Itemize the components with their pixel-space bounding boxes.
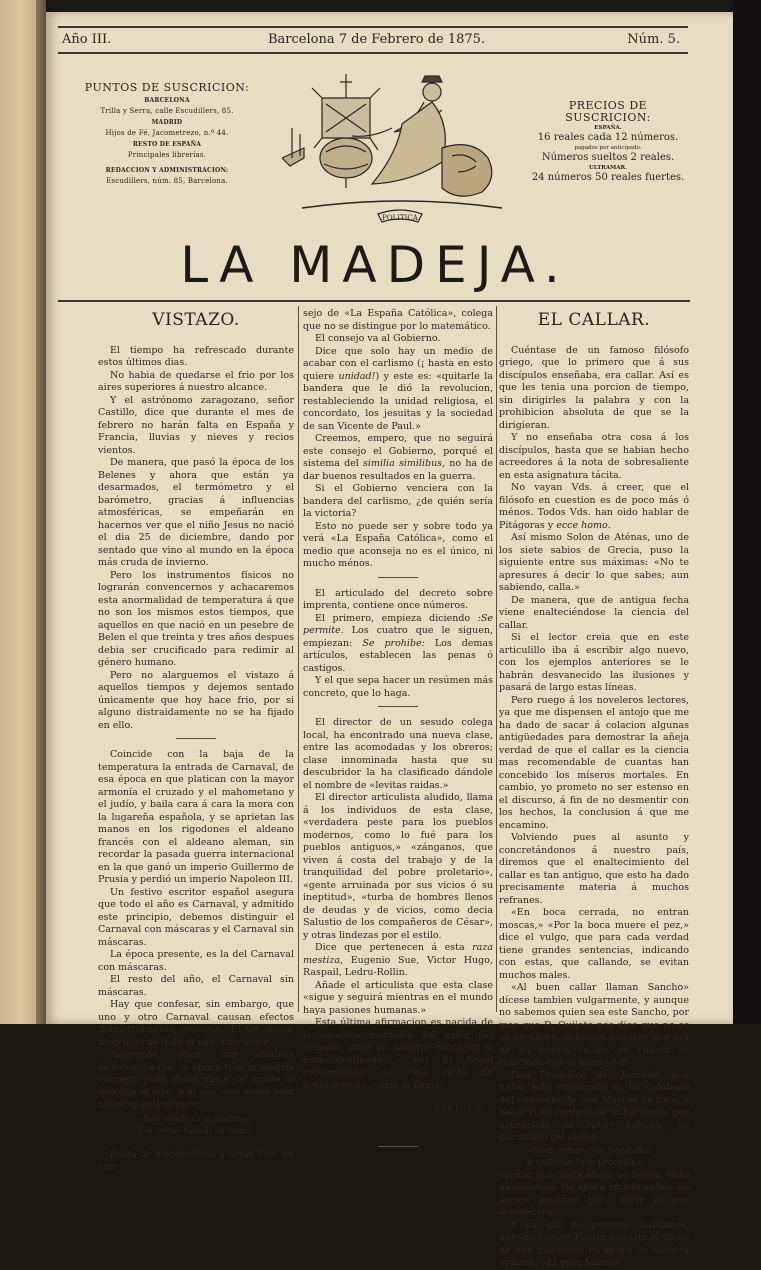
paragraph — [499, 1070, 689, 1145]
paragraph — [303, 942, 493, 980]
address-madrid: Hijos de Fé, Jacometrezo, n.º 44. — [105, 129, 229, 137]
paragraph — [303, 346, 493, 434]
paragraph: De manera, que de antigua fecha viene enalteciéndose la ciencia del callar. — [499, 594, 689, 631]
newspaper-title: LA MADEJA. — [180, 236, 570, 294]
quote-line: «Este mundo es un fandango, — [139, 1113, 253, 1123]
paragraph: Y no enseñaba otra cosa á los discípulos, hasta que se habian hecho acreedores á la nota de sobresaliente en esta asignatura tácita. — [499, 432, 689, 481]
price-overseas: 24 números 50 reales fuertes. — [531, 172, 685, 183]
article-heading-vistazo: VISTAZO. — [152, 310, 240, 330]
paragraph: La época presente, es la del Carnaval con máscaras. — [98, 949, 294, 973]
masthead-bar — [58, 26, 688, 54]
paragraph: Un festivo escritor español asegura que todo el año es Carnaval, y admitido este principio, debemos distinguir el Carnaval con máscaras y el Carnaval sin máscaras. — [98, 886, 294, 948]
price-overseas-label: ULTRAMAR. — [589, 165, 627, 171]
italic-run: El Angel esterminador — [303, 1054, 494, 1078]
text-run: , Eugenio Sue, Victor Hugo, Raspail, Ledru-Rollin. — [303, 954, 493, 978]
price-single-issue: Números sueltos 2 reales. — [541, 152, 675, 163]
city-barcelona: BARCELONA — [144, 97, 190, 104]
column-middle — [303, 308, 493, 1157]
issue-number: Núm. 5. — [627, 32, 680, 47]
paragraph: El resto del año, el Carnaval sin máscaras. — [98, 974, 294, 998]
paragraph: Y el astrónomo zaragozano, señor Castillo, dice que durante el mes de febrero no harán falta en España y Francia, lluvias y nieves y recios vientos. — [98, 394, 294, 456]
subscription-prices — [528, 100, 688, 184]
quote-line: Y el que no baila es un tonto.» — [138, 1125, 254, 1135]
paragraph — [303, 433, 493, 483]
paragraph: Coincide con la baja de la temperatura la entrada de Carnaval, de esa época en que platican con la mayor armonía el cruzado y el mahometano y el judío, y baila cara á cara la mora con la lugareña española, y se aprietan las manos en los rigodones el aldeano francés con el aldeano aleman, sin recordar la pasada guerra internacional en la que ganó un imperio Guillermo de Prusia y perdió un imperio Napoleon III. — [98, 749, 294, 885]
column-separator-2 — [496, 306, 497, 1012]
italic-run: ecce homo — [556, 519, 608, 531]
paragraph — [499, 482, 689, 532]
text-run: Don Francisco de Quevedo, que habia sido encerrado en un calabozo del convento de San Márcos de Leon y habia visto confiscada su hacienda, por acusársele de — [499, 1069, 689, 1131]
paragraph: Si el lector creia que en este articulillo iba á escribir algo nuevo, con los ejemplos anteriores se le habrán desvanecido las ilusiones y pasará de largo estas líneas. — [499, 632, 689, 693]
emblem-banner-text: POLITICA — [382, 214, 418, 222]
text-run: Esta última afirmacion es nacida de la escesiva modestia del autor del artículo, pues en nuestro concepto él está destinado á ser — [303, 1017, 493, 1066]
editorial-address: Escudillers, núm. 85, Barcelona. — [106, 177, 228, 185]
paragraph: El consejo va al Gobierno. — [315, 333, 441, 344]
text-run: . — [607, 519, 611, 531]
paragraph: Y ya que de profetas hablamos, nuestro festivo Fígaro nos cita el dicho de uno que viene en apoyo de nuestra opinion. «El gran talento, — [499, 1219, 689, 1268]
section-divider — [378, 1146, 418, 1147]
italic-run: :Se permite. — [303, 612, 493, 636]
allegorical-emblem — [282, 68, 522, 228]
text-run: Dice que pertenecen á esta — [315, 942, 473, 953]
paragraph: El tiempo ha refrescado durante estos últimos dias. — [98, 344, 294, 368]
paragraph: Pero no alarguemos el vistazo á aquellos tiempos y dejemos sentado únicamente que hoy hace frio, por si alguno distraidamente no se ha fijado en ello. — [98, 669, 294, 731]
italic-run: similia similibus — [363, 458, 443, 469]
article-heading-el-callar: EL CALLAR. — [537, 310, 651, 330]
column-vistazo — [98, 308, 294, 1174]
issue-date: Barcelona 7 de Febrero de 1875. — [268, 32, 486, 47]
paragraph: Y el que sepa hacer un resúmen más concreto, que lo haga. — [303, 675, 493, 699]
section-divider — [378, 706, 418, 707]
paragraph: Añade el articulista que esta clase «sigue y seguirá mientras en el mundo haya pasiones humanas.» — [303, 979, 493, 1016]
paragraph: El articulado del decreto sobre imprenta, contiene once números. — [303, 587, 493, 611]
text-run: , no ha de dar buenos resultados en la guerra. — [303, 458, 493, 482]
quote-line: á nadie se hizo proceso,» — [527, 1158, 642, 1168]
author-signature: BARTOLO. — [433, 1104, 485, 1113]
spacer — [98, 1138, 294, 1149]
text-run: No vayan Vds. á creer, que el filósofo en cuestion es de poco más ó ménos. Todos Vds. han oido hablar de Pitágoras y — [499, 482, 689, 531]
issue-year: Año III. — [62, 32, 112, 47]
text-run: Creemos, empero, que no seguirá este consejo el Gobierno, porqué el sistema del — [303, 433, 493, 469]
text-run: , es partidario del chiton — [499, 1119, 689, 1143]
paragraph: Esto no puede ser y sobre todo ya verá «La España Católica», como el medio que aconseja no es el único, ni mucho ménos. — [303, 520, 493, 569]
paragraph — [303, 1017, 493, 1092]
paragraph: verdad que hasta ahora no hemos visto desmentida. De ahora en adelante... no somos profetas para decir lo que acontecerá. — [499, 1169, 689, 1218]
scan-border — [733, 0, 761, 1024]
subscription-prices-heading: PRECIOS DE SUSCRICION: — [565, 99, 651, 124]
paragraph: «Al buen callar llaman Sancho» dícese tambien vulgarmente, y aunque no sabemos quien sea este Sancho, por mas que D. Quijote nos dice que no es su escudero, debemos suponer que era de su misma calaña en cuanto se relaciona con el buen vivir. — [499, 982, 689, 1068]
text-run: ) y este es: «quitarle la bandera que le dió la revolucion, restableciendo la unidad religiosa, el concordato, los jesuitas y la sociedad de san Vicente de Paul.» — [303, 370, 493, 432]
paragraph: Hay que confesar, sin embargo, que uno y otro Carnaval causan efectos diametralmente opuestos. El de ahora, alegra; el de todo el año, entristece. — [98, 999, 294, 1048]
price-spain-label: ESPAÑA. — [594, 125, 622, 131]
italic-run: haber hablado — [585, 1119, 664, 1131]
column-el-callar — [499, 308, 689, 1270]
paragraph: Pero ruego á los noveleros lectores, ya que me dispensen el antojo que me ha dado de sacar á colacion algunas antigüedades para demostrar la añeja verdad de que el callar es la ciencia mas recomendable de cuantas han concebido los míseros mortales. En cambio, yo prometo no ser estenso en el discurso, á fin de no desmentir con los hechos, la conclusion á que me encamino. — [499, 694, 689, 831]
section-divider — [176, 738, 216, 739]
paragraph: El director articulista aludido, llama á los individuos de esta clase, «verdadera peste para los pueblos modernos, como lo fué para los pueblos antiguos,» «zánganos, que viven á costa del trabajo y de la tranquilidad del pobre proletario», «gente arruinada por sus vicios ó su ineptitud», «turba de hombres llenos de deudas y de vicios, como decia Salustio de los compañeros de César», y otras lindezas por el estilo. — [303, 792, 493, 941]
paragraph: Pero los instrumentos físicos no lograrán convencernos y achacaremos esta anormalidad de temperatura á que no son los mismos estos tiempos, que aquellos en que nació en un pesebre de Belen el que treinta y tres años despues debia ser crucificado para redimir al género humano. — [98, 569, 294, 668]
paragraph: De manera, que pasó la época de los Belenes y ahora que están ya desarmados, el termómetro y el barómetro, gracias á influencias atmosféricas, se empeñarán en hacernos ver que el niño Jesus no nació el dia 25 de diciembre, dando por sentado que vino al mundo en la época más cruda de invierno. — [98, 457, 294, 568]
column-separator-1 — [298, 306, 299, 1012]
paragraph: sejo de «La España Católica», colega que no se distingue por lo matemático. — [303, 308, 493, 332]
paragraph: Si el Gobierno venciera con la bandera del carlismo, ¿de quién sería la victoria? — [303, 483, 493, 519]
quote-line: «pues vemos que por callar — [527, 1145, 653, 1156]
paragraph: Basta de matemáticas y oigan Vds. un con- — [98, 1148, 294, 1172]
main-bookshops: Principales librerías. — [127, 151, 207, 159]
text-run: Dice que solo hay un medio de acabar con el carlismo (¡ hasta en esto quiere — [303, 345, 493, 382]
paragraph: Cuéntase de un famoso filósofo griego, que lo primero que á sus discípulos enseñaba, era callar. Así es que les tenia una porcion de tiempo, sin dirigirles la palabra y con la prohibicion absoluta de que se la dirigieran. — [499, 344, 689, 431]
text-run: de «esa casta de aventureros», como la llama. — [303, 1067, 493, 1091]
address-barcelona: Trilla y Serra, calle Escudillers, 85. — [100, 107, 234, 115]
binding-edge — [36, 0, 46, 1024]
paragraph: El director de un sesudo colega local, ha encontrado una nueva clase, entre las acomodadas y los obreros; clase innominada hasta que su descubridor la ha clasificado dándole el nombre de «levitas raidas.» — [303, 717, 493, 791]
book-binding — [0, 0, 46, 1024]
paragraph: No habia de quedarse el frio por los aires superiores á nuestro alcance. — [98, 369, 294, 393]
subscription-points-heading: PUNTOS DE SUSCRICION: — [84, 81, 250, 94]
text-run: Los cuatro que le siguen, empiezan: — [303, 625, 493, 649]
spacer — [303, 1092, 493, 1103]
italic-run: unidad! — [338, 370, 376, 382]
text-run: Los demas artículos, establecen las penas ó castigos. — [303, 637, 493, 674]
header-rule — [58, 300, 690, 302]
paragraph: Así mismo Solon de Aténas, uno de los siete sabios de Grecia, puso la siguiente entre sus máximas: «No te apresures á decir lo que sabes; aun sabiendo, calla.» — [499, 532, 689, 593]
rest-of-spain: RESTO DE ESPAÑA — [132, 141, 202, 148]
text-run: El primero, empieza diciendo — [315, 612, 478, 624]
italic-run: Se prohibe: — [362, 637, 425, 649]
paragraph: Alegrense, pues, mis amables lectores, ya que la época trae la alegría consigo, pues ahora viene de molde lo que dijo el otro, ó el uno, que sobre esto no estoy muy seguro: — [98, 1049, 294, 1110]
paragraph: Volviendo pues al asunto y concretándonos á nuestro país, diremos que el enaltecimiento del callar es tan antiguo, que esto ha dado precisamente materia á muchos refranes. — [499, 832, 689, 906]
price-spain: 16 reales cada 12 números. — [537, 132, 679, 143]
section-divider — [378, 577, 418, 578]
italic-run: raza mestiza — [303, 942, 493, 966]
editorial-office: REDACCION Y ADMINISTRACION: — [105, 167, 229, 174]
price-spain-note: pagados por anticipado. — [574, 145, 642, 151]
paragraph — [303, 613, 493, 676]
subscription-points — [62, 82, 272, 187]
paragraph: «En boca cerrada, no entran moscas,» «Por la boca muere el pez,» dice el vulgo, que para cada verdad tiene grandes sentencias, indicando con estas, que callando, se evitan muchos males. — [499, 907, 689, 981]
city-madrid: MADRID — [151, 119, 183, 126]
